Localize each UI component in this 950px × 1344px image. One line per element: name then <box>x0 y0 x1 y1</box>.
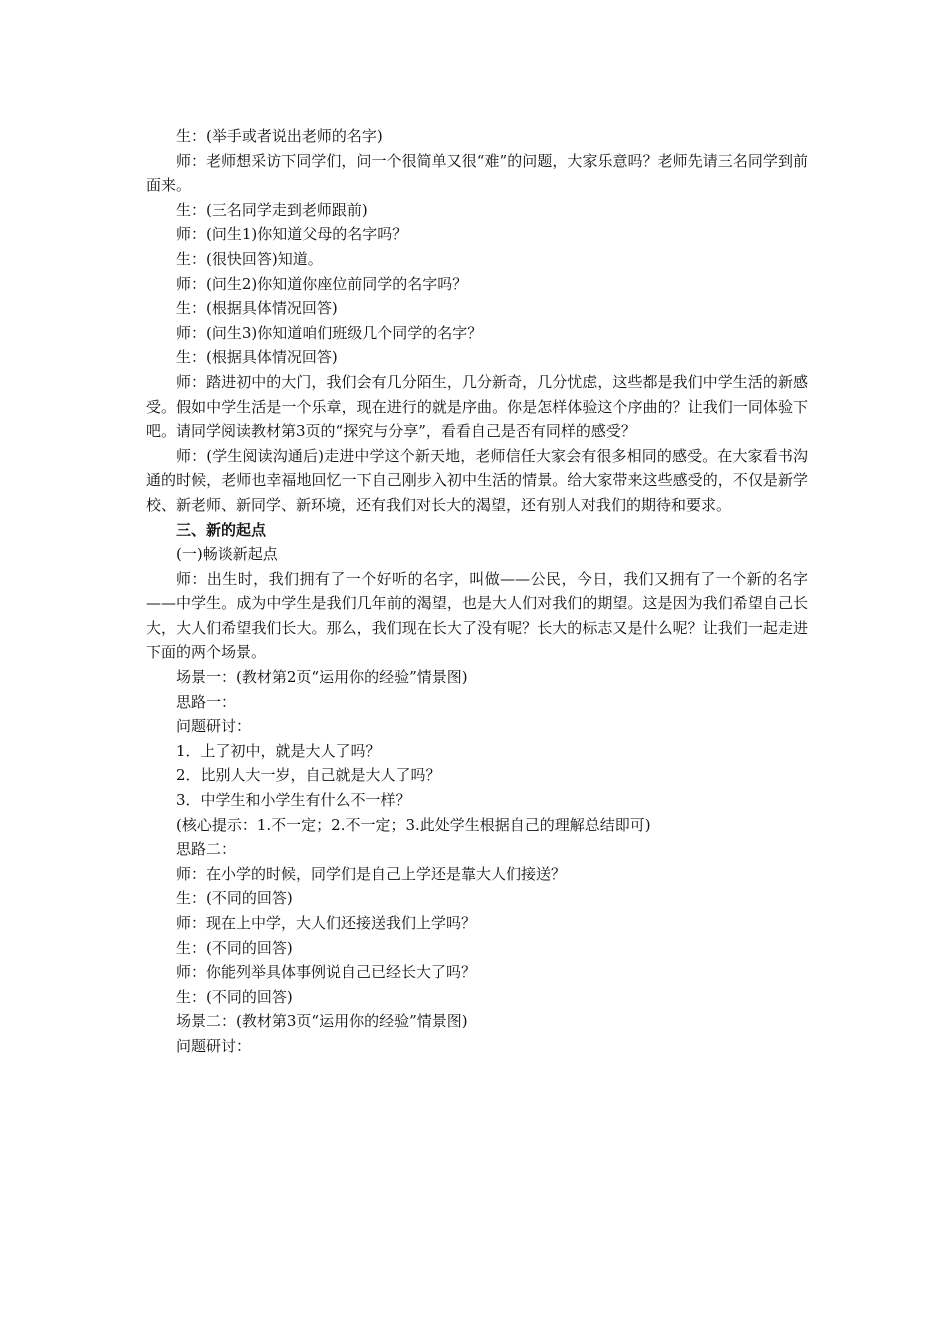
question-discussion-1: 问题研讨： <box>176 717 252 736</box>
scene-one: 场景一：(教材第2页“运用你的经验”情景图) <box>176 668 468 687</box>
paragraph-4: 师：(问生1)你知道父母的名字吗？ <box>176 225 408 244</box>
paragraph-7: 生：(根据具体情况回答) <box>176 299 338 318</box>
paragraph-10: 师：踏进初中的大门，我们会有几分陌生，几分新奇，几分忧虑，这些都是我们中学生活的新感受。假如中学生活是一个乐章，现在进行的就是序曲。你是怎样体验这个序曲的？让我们一同体验下吧。请同学阅读教材第3页的“探究与分享”，看看自己是否有同样的感受？ <box>146 372 808 441</box>
approach-two: 思路二： <box>176 840 237 859</box>
paragraph-9: 生：(根据具体情况回答) <box>176 348 338 367</box>
paragraph-1: 生：(举手或者说出老师的名字) <box>176 127 383 145</box>
paragraph-27: 师：你能列举具体事例说自己已经长大了吗？ <box>176 963 477 982</box>
document-page <box>146 124 808 1059</box>
question-1: 1．上了初中，就是大人了吗？ <box>176 741 381 760</box>
section-heading: 三、新的起点 <box>176 520 267 539</box>
paragraph-2: 师：老师想采访下同学们，问一个很简单又很“难”的问题，大家乐意吗？老师先请三名同学到前面来。 <box>146 151 808 195</box>
paragraph-6: 师：(问生2)你知道你座位前同学的名字吗？ <box>176 274 468 293</box>
paragraph-8: 师：(问生3)你知道咱们班级几个同学的名字？ <box>176 323 483 342</box>
paragraph-23: 师：在小学的时候，同学们是自己上学还是靠大人们接送？ <box>176 864 567 883</box>
paragraph-26: 生：(不同的回答) <box>176 938 293 957</box>
core-hint: (核心提示：1.不一定；2.不一定；3.此处学生根据自己的理解总结即可) <box>176 815 651 834</box>
question-2: 2．比别人大一岁，自己就是大人了吗？ <box>176 766 441 785</box>
paragraph-11: 师：(学生阅读沟通后)走进中学这个新天地，老师信任大家会有很多相同的感受。在大家看书沟通的时候，老师也幸福地回忆一下自己刚步入初中生活的情景。给大家带来这些感受的，不仅是新学校、新老师、新同学、新环境，还有我们对长大的渴望，还有别人对我们的期待和要求。 <box>146 446 808 514</box>
question-3: 3．中学生和小学生有什么不一样？ <box>176 791 411 810</box>
paragraph-5: 生：(很快回答)知道。 <box>176 249 323 268</box>
paragraph-3: 生：(三名同学走到老师跟前) <box>176 200 368 219</box>
paragraph-28: 生：(不同的回答) <box>176 987 293 1006</box>
approach-one: 思路一： <box>176 692 237 711</box>
question-discussion-2: 问题研讨： <box>176 1036 252 1055</box>
subsection-heading: (一)畅谈新起点 <box>176 545 278 564</box>
paragraph-24: 生：(不同的回答) <box>176 889 293 908</box>
paragraph-25: 师：现在上中学，大人们还接送我们上学吗？ <box>176 914 477 932</box>
paragraph-14: 师：出生时，我们拥有了一个好听的名字，叫做——公民，今日，我们又拥有了一个新的名字——中学生。成为中学生是我们几年前的渴望，也是大人们对我们的期望。这是因为我们希望自己长大，大人们希望我们长大。那么，我们现在长大了没有呢？长大的标志又是什么呢？让我们一起走进下面的两个场景。 <box>146 569 808 662</box>
scene-two: 场景二：(教材第3页“运用你的经验”情景图) <box>176 1012 468 1031</box>
